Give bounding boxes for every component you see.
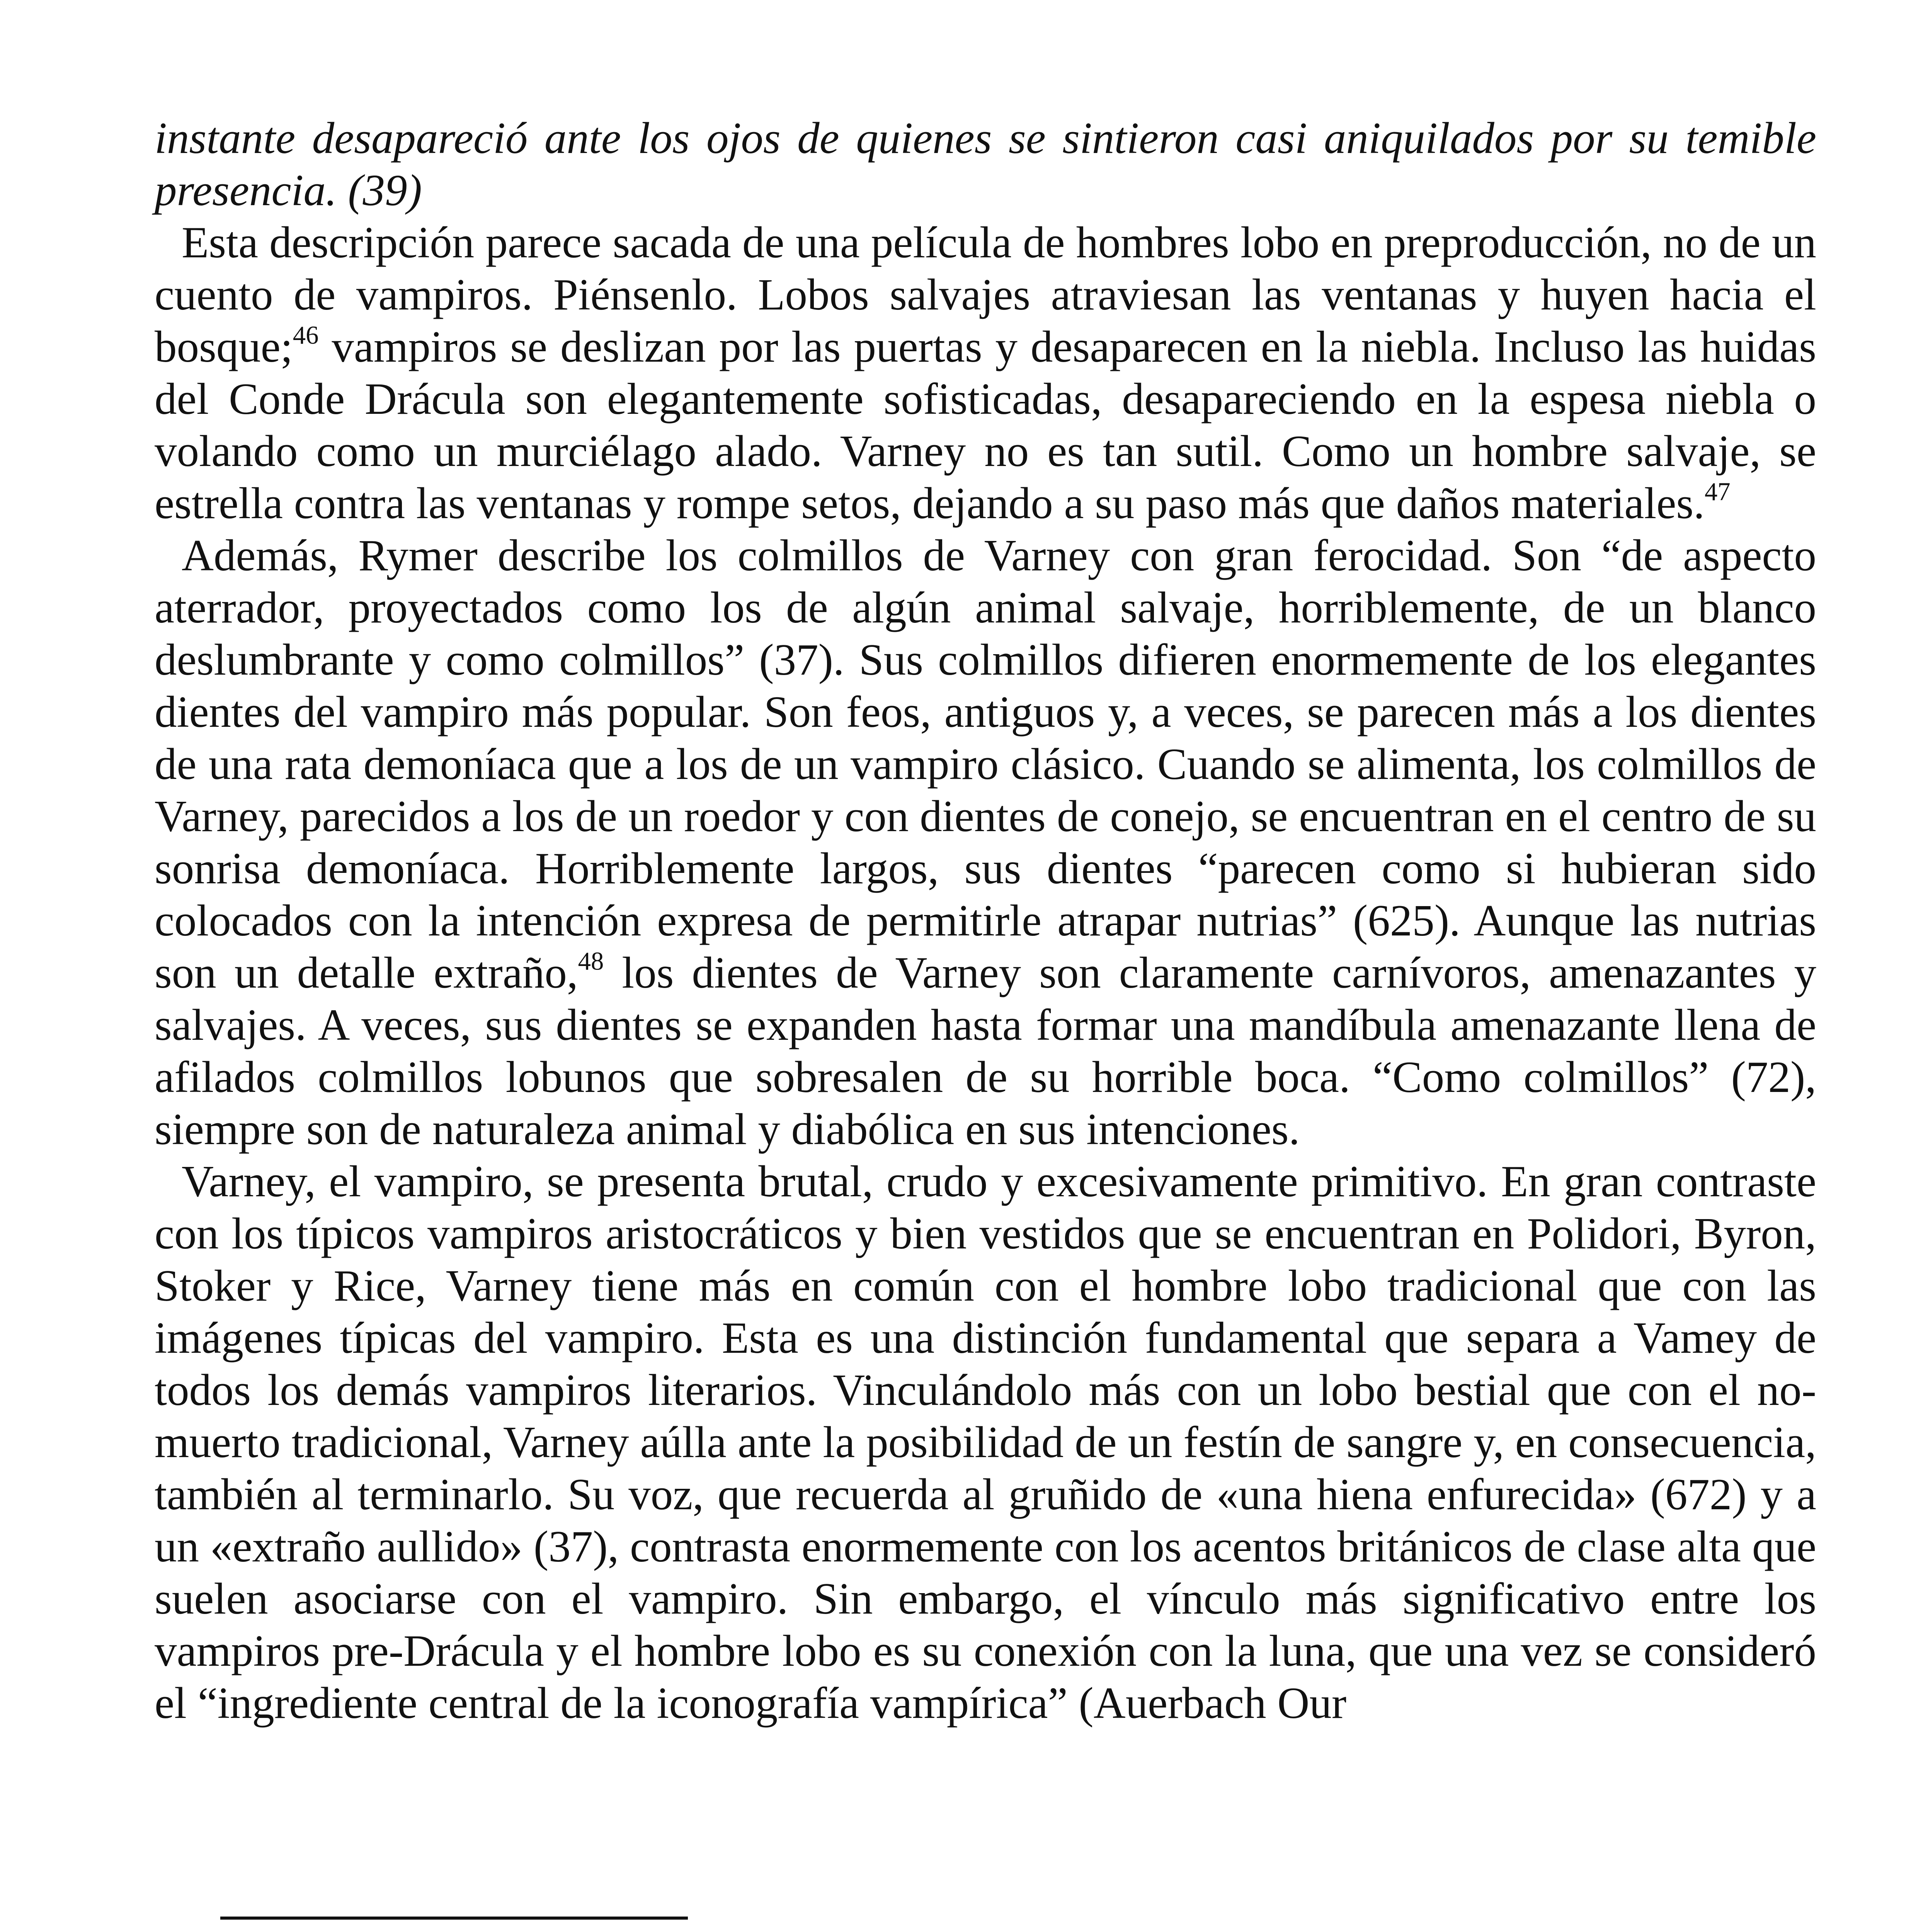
footnote-ref-47[interactable]: 47 — [1704, 478, 1731, 506]
quote-ending-paragraph: instante desapareció ante los ojos de quienes se sintieron casi aniquilados por su temible presencia. (39) — [155, 114, 1816, 215]
paragraph-text: vampiros se deslizan por las puertas y desaparecen en la niebla. Incluso las huidas del Conde Drácula son elegantemente sofisticadas, desapareciendo en la espesa niebla o volando como un murciélago alado. Varney no es tan sutil. Como un hombre salvaje, se estrella contra las ventanas y rompe setos, dejando a su paso más que daños materiales. — [155, 322, 1816, 528]
paragraph-text: los dientes de Varney son claramente carnívoros, amenazantes y salvajes. A veces, sus dientes se expanden hasta formar una mandíbula amenazante llena de afilados colmillos lobunos que sobresalen de su horrible boca. “Como colmillos” (72), siempre son de naturaleza animal y diabólica en sus intenciones. — [155, 948, 1816, 1154]
paragraph-text: Esta descripción parece sacada de una película de hombres lobo en preproducción, no de un cuento de vampiros. Piénsenlo. Lobos salvajes atraviesan las ventanas y huyen hacia el bosque; — [155, 218, 1816, 371]
footnote-ref-46[interactable]: 46 — [293, 321, 319, 350]
paragraph-text: Además, Rymer describe los colmillos de Varney con gran ferocidad. Son “de aspecto aterrador, proyectados como los de algún animal salvaje, horriblemente, de un blanco deslumbrante y como colmillos” (37). Sus colmillos difieren enormemente de los elegantes dientes del vampiro más popular. Son feos, antiguos y, a veces, se parecen más a los dientes de una rata demoníaca que a los de un vampiro clásico. Cuando se alimenta, los colmillos de Varney, parecidos a los de un roedor y con dientes de conejo, se encuentran en el centro de su sonrisa demoníaca. Horriblemente largos, sus dientes “parecen como si hubieran sido colocados con la intención expresa de permitirle atrapar nutrias” (625). Aunque las nutrias son un detalle extraño, — [155, 531, 1816, 997]
paragraph-varney-brutal: Varney, el vampiro, se presenta brutal, crudo y excesivamente primitivo. En gran contraste con los típicos vampiros aristocráticos y bien vestidos que se encuentran en Polidori, Byron, Stoker y Rice, Varney tiene más en común con el hombre lobo tradicional que con las imágenes típicas del vampiro. Esta es una distinción fundamental que separa a Vamey de todos los demás vampiros literarios. Vinculándolo más con un lobo bestial que con el no-muerto tradicional, Varney aúlla ante la posibilidad de un festín de sangre y, en consecuencia, también al terminarlo. Su voz, que recuerda al gruñido de «una hiena enfurecida» (672) y a un «extraño aullido» (37), contrasta enormemente con los acentos británicos de clase alta que suelen asociarse con el vampiro. Sin embargo, el vínculo más significativo entre los vampiros pre-Drácula y el hombre lobo es su conexión con la luna, que una vez se consideró el “ingrediente central de la iconografía vampírica” (Auerbach Our — [155, 1157, 1816, 1728]
footnote-ref-48[interactable]: 48 — [578, 947, 604, 976]
paragraph-fangs — [155, 529, 1816, 1155]
paragraph-description-werewolf — [155, 216, 1816, 529]
footnote-separator-rule — [220, 1917, 688, 1920]
body-text — [155, 112, 1816, 1729]
